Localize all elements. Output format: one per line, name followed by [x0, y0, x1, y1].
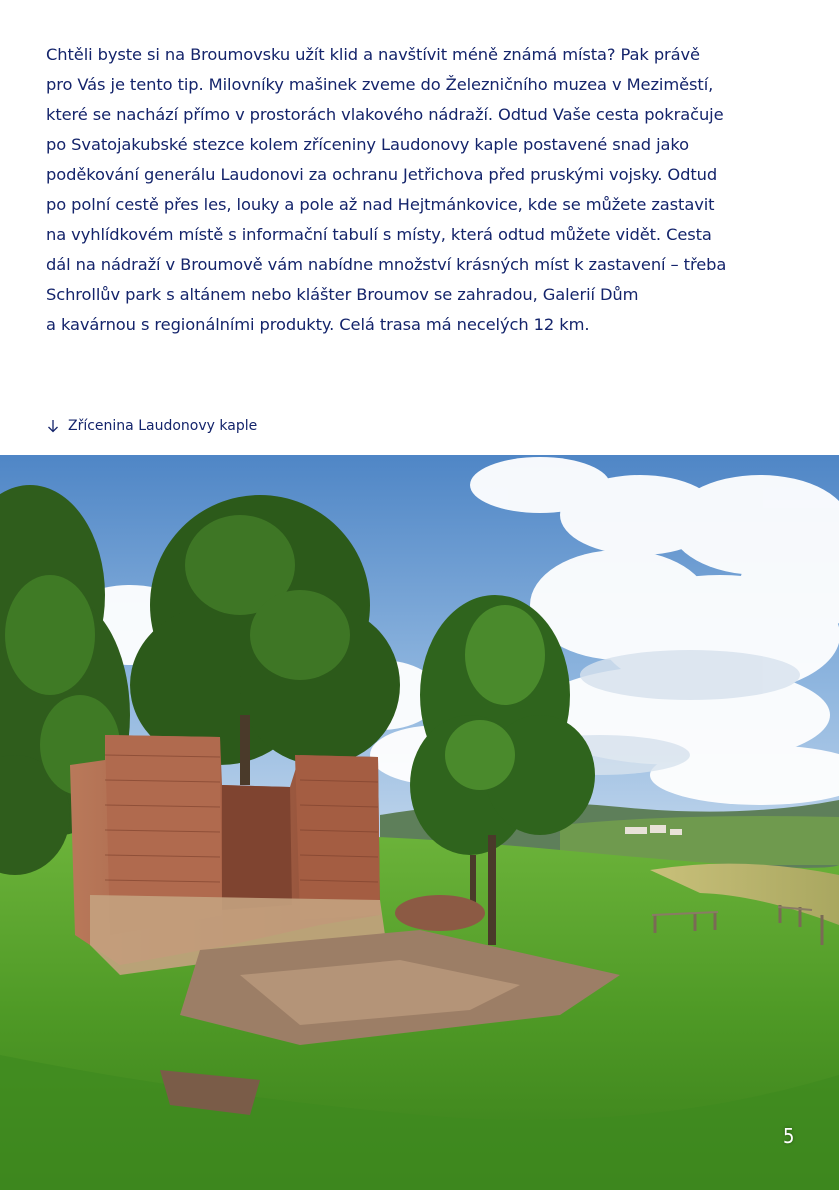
intro-line: po polní cestě přes les, louky a pole až nad Hejtmánkovice, kde se můžete zastavit	[46, 195, 715, 214]
ruin-photo	[0, 455, 839, 1190]
intro-line: Chtěli byste si na Broumovsku užít klid a navštívit méně známá místa? Pak právě	[46, 45, 700, 64]
intro-line: po Svatojakubské stezce kolem zříceniny Laudonovy kaple postavené snad jako	[46, 135, 689, 154]
page-number: 5	[783, 1124, 795, 1148]
intro-line: poděkování generálu Laudonovi za ochranu Jetřichova před pruskými vojsky. Odtud	[46, 165, 718, 184]
arrow-down-icon	[46, 419, 60, 433]
caption-text: Zřícenina Laudonovy kaple	[68, 418, 258, 434]
intro-line: dál na nádraží v Broumově vám nabídne množství krásných míst k zastavení – třeba	[46, 255, 727, 274]
intro-line: které se nachází přímo v prostorách vlakového nádraží. Odtud Vaše cesta pokračuje	[46, 105, 724, 124]
intro-line: pro Vás je tento tip. Milovníky mašinek zveme do Železničního muzea v Meziměstí,	[46, 75, 714, 94]
photo-caption	[46, 414, 257, 438]
intro-line: na vyhlídkovém místě s informační tabulí s místy, která odtud můžete vidět. Cesta	[46, 225, 712, 244]
intro-line: Schrollův park s altánem nebo klášter Broumov se zahradou, Galerií Dům	[46, 285, 639, 304]
intro-line: a kavárnou s regionálními produkty. Celá trasa má necelých 12 km.	[46, 315, 590, 334]
intro-paragraph	[46, 40, 816, 340]
